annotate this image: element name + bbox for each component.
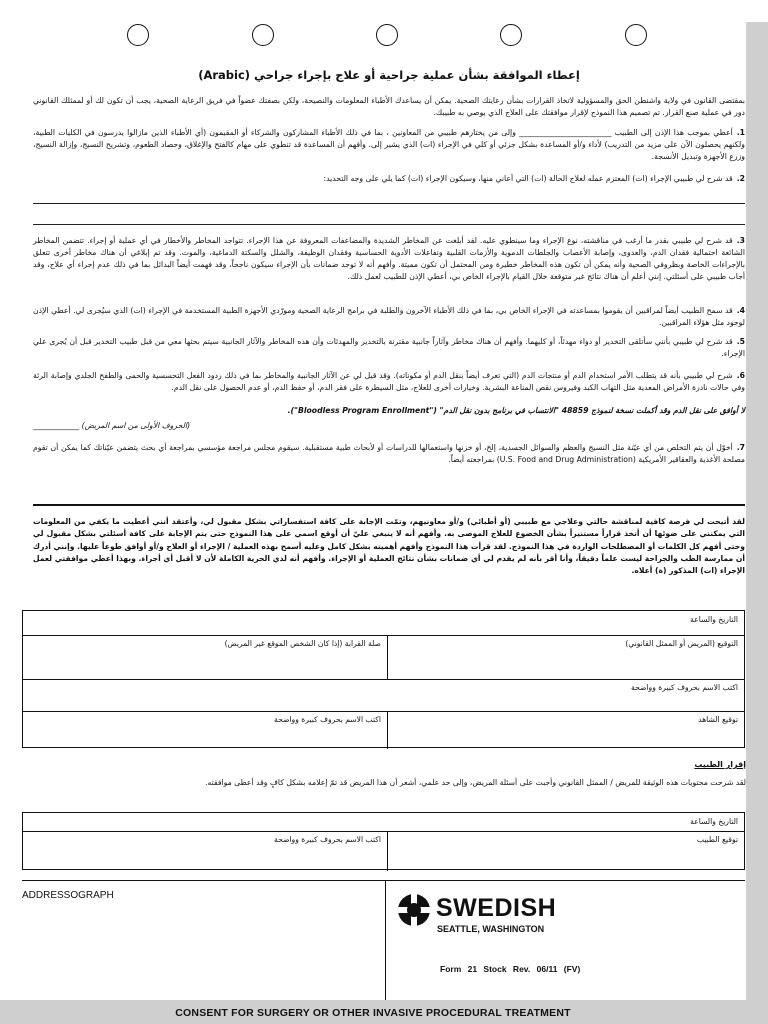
item-text: قد شرح لي طبيبي بأنني سأتلقى التخدير أو دواء مهدئاً، أو كليهما. وأفهم أن هناك مخاطر وآثاراً جانبية مقترنة بالتخدير والمهدئات وأن هذه المخاطر والآثار الجانبية سيتم بحثها معي من قبل طبيب التخدير قبل أن يُجرى علي الإجراء. — [33, 337, 745, 358]
item-text: قد سمح الطبيب أيضاً لمراقبين أن يقوموا بمساعدته في الإجراء الخاص بي، بما في ذلك الأطباء الآخرون والطلبة في برامج الرعاية الصحية ومورّدي الأجهزة الطبية المستخدمة في الإجراء (ات) الذي سيُجرى لي. أعطي الإذن لوجود مثل هؤلاء المراقبين. — [33, 306, 745, 327]
item-1 — [33, 127, 745, 163]
item-number: 2. — [736, 174, 745, 183]
form-number: Form 21 Stock Rev. 06/11 (FV) — [440, 964, 581, 974]
procedure-line-1[interactable] — [33, 203, 745, 204]
witness-signature-field[interactable]: توقيع الشاهد — [698, 715, 738, 724]
item-7 — [33, 442, 745, 466]
item-number: 5. — [736, 337, 745, 346]
relationship-field[interactable]: صلة القرابة (إذا كان الشخص الموقع غير المريض) — [224, 639, 381, 648]
item-number: 1. — [736, 128, 745, 137]
initials-note[interactable]: (الحروف الأولى من اسم المريض) ____________ — [33, 421, 191, 430]
item-text: قد شرح لي طبيبي بقدر ما أرغب في مناقشته، نوع الإجراء وما سينطوي عليه. لقد أبلغت عن المخاطر الشديدة والمضاعفات المعروفة عن هذا الإجراء. تتواجد المخاطر والأخطار في أي عملية أو إجراء. تتضمن المخاطر الشائعة احتمالية فقدان الدم، والعدوى، وإصابة الأعصاب والجلطات الدموية والأزمات القلبية وتفاعلات الأدوية الحساسية وفقدان الوظيفة، والشلل والسكتة الدماغية، والموت. وقد تم إبلاغي أن هناك مخاطر أخرى تتعلق بالإجراءات الخاصة وبظروفي الصحية وأنه يمكن أن تكون هذه المخاطر خطيرة ومن المحتمل أن تكون مميتة. وأفهم أنه لا توجد ضمانات بأن الإجراء سيكون ناجحاً، وقد فهمت أيضاً البدائل بما في ذلك عدم إجراء أي علاج، وقد أجاب طبيبي على أسئلتي. إنني أعلم أن هناك نتائج غير متوقعة خلال القيام بالإجراء الخاص بي، أعطي الإذن للطبيب لعمل ذلك. — [33, 236, 745, 281]
addressograph-top-line — [22, 880, 745, 881]
swedish-logo — [396, 888, 696, 948]
item-text: أخوّل أن يتم التخلص من أي عيّنة مثل النسيج والعظم والسوائل الجسدية، إلخ، أو خزنها واستعمالها للدراسات أو لأبحاث طبية مستقبلية. سيقوم مجلس مراجعة مؤسسي بمراجعة أي بحث يتضمن عيّناتك كما يمكن أن تقوم مصلحة الأغذية والعقاقير الأمريكية (U.S. Food and Drug Administration) بمراجعته أيضاً. — [33, 443, 745, 464]
logo-name: SWEDISH — [436, 894, 557, 922]
logo-location: SEATTLE, WASHINGTON — [437, 924, 545, 934]
item-4 — [33, 305, 745, 329]
procedure-line-2[interactable] — [33, 224, 745, 225]
item-number: 6. — [736, 371, 745, 380]
section-divider — [33, 504, 745, 506]
patient-signature-field[interactable]: التوقيع (المريض أو الممثل القانوني) — [625, 639, 738, 648]
acknowledgement-paragraph: لقد أتيحت لي فرصة كافية لمناقشة حالتي وعلاجي مع طبيبي (أو أطبائي) و/أو معاونيهم، وتمّت الإجابة على كافة استفساراتي بشكل مقبول لي، وأعتقد أنني أعطيت ما يكفي من المعلومات التي يمكنني على ضوئها أن أتخذ قراراً مستنيراً بشأن الخضوع للعلاج الموصى به. وأفهم أنه لا ينبغي عليّ أن أوقع اسمي على هذا النموذج حتى يتم الإجابة على كافة أسئلتي بشكل مقبول لي وحتى أفهم كل الكلمات أو المصطلحات الواردة في هذا النموذج. لقد قرأت هذا النموذج وأفهم أهميته بشكل كامل وعليه أسمح بهذه العملية / الإجراء أو العلاج و/أو أوافق طوعاً عليها. وإنني أدرك أن ممارسة الطب والجراحة ليست علماً دقيقاً، وأنا أقر بأنه لم يقدم لي أي ضمانات بشأن نتائج العملية أو الإجراء. وأفهم أنه لدي الحرية الكاملة لأن لا أقبل أي أجراء. وبهذا أعطي موافقتي لعمل الإجراء (ات) المذكور (ة) أعلاه. — [33, 517, 745, 576]
physician-signature-table — [22, 812, 745, 870]
addressograph-label: ADDRESSOGRAPH — [22, 890, 114, 901]
item-number: 7. — [736, 443, 745, 452]
item-text: قد شرح لي طبيبي الإجراء (ات) المعتزم عمله لعلاج الحالة (ات) التي أعاني منها، وسيكون الإجراء (ات) كما يلي على وجه التحديد: — [323, 174, 733, 183]
addressograph-divider — [385, 880, 386, 1000]
physician-date-time-field[interactable]: التاريخ والساعة — [690, 817, 738, 826]
physician-section-title: إقرار الطبيب — [694, 760, 746, 769]
item-text: شرح لي طبيبي بأنه قد يتطلب الأمر استخدام الدم أو منتجات الدم (التي تعرف أيضاً بنقل الدم أو مكوناته). وقد قيل لي عن الآثار الجانبية والمخاطر بما في ذلك ردود الفعل التحسسية والحمى والطفح الجلدي وإصابة الرئة وفي حالات نادرة الأمراض المعدية مثل التهاب الكبد وفيروس نقص المناعة البشرية. وخيارات أخرى للعلاج، مثل السيطرة على فقر الدم، أو حفظ الدم، أو عدم الحصول على نقل الدم. — [33, 371, 745, 392]
item-3 — [33, 235, 745, 283]
patient-print-name-field[interactable]: اكتب الاسم بحروف كبيرة وواضحة — [631, 683, 738, 692]
intro-paragraph: بمقتضى القانون في ولاية واشنطن الحق والمسؤولية لاتخاذ القرارات بشأن رعايتك الصحية. يمكن أن يساعدك الأطباء المعلومات والنصيحة، ولكن بصفتك عضواً في فريق الرعاية الصحية، يجب أن تكون لك أو لممثلك القانوني دور في عملية صنع القرار. تم تصميم هذا النموذج لإقرار موافقتك على العلاج الذي يوصي به طبيبك. — [33, 96, 745, 117]
item-6 — [33, 370, 745, 394]
item-number: 4. — [736, 306, 745, 315]
item-5 — [33, 336, 745, 360]
side-margin-bar — [746, 22, 768, 1024]
item-number: 3. — [736, 236, 745, 245]
patient-signature-table — [22, 610, 745, 748]
witness-print-name-field[interactable]: اكتب الاسم بحروف كبيرة وواضحة — [274, 715, 381, 724]
page-title: إعطاء الموافقة بشأن عملية جراحية أو علاج بإجراء جراحي (Arabic) — [198, 68, 580, 82]
footer-title: CONSENT FOR SURGERY OR OTHER INVASIVE PROCEDURAL TREATMENT — [175, 1007, 571, 1019]
physician-print-name-field[interactable]: اكتب الاسم بحروف كبيرة وواضحة — [274, 835, 381, 844]
patient-date-time-field[interactable]: التاريخ والساعة — [690, 615, 738, 624]
physician-signature-field[interactable]: توقيع الطبيب — [696, 835, 738, 844]
blood-refusal: لا أوافق على نقل الدم وقد أكملت نسخة لنموذج 48859 "الانتساب في برنامج بدون نقل الدم" ("Bloodless Program Enrollment"). — [287, 406, 745, 415]
swedish-logo-icon — [396, 892, 432, 928]
item-2 — [33, 173, 745, 185]
physician-statement: لقد شرحت محتويات هذه الوثيقة للمريض / الممثل القانوني وأجبت على أسئلة المريض، وإلى حد علمي، أشعر أن هذا المريض قد تمّ إعلامه بشكل كافٍ وقد أعطى موافقته. — [205, 778, 746, 787]
item-text: أعطي بموجب هذا الإذن إلى الطبيب ________________________ وإلى من يختارهم طبيبي من المعاونين ، بما في ذلك الأطباء المشاركون والشركاء أو المقيمون (أي الأطباء الذين مازالوا يدرسون في الكليات الطبية، ولكنهم يحصلون الآن على مزيد من التدريب) لأداء و/أو المساعدة بشكل جزئي أو كلي في الإجراء (ات) الذي يشير إلى. وأفهم أن المساعدة قد تنطوي على مهام كالفتح والإغلاق، وحصاد الطعوم، وتشريح النسيج، وإزالة النسيج، وزرع الأجهزة وتبديل الأنسجة. — [33, 128, 745, 161]
